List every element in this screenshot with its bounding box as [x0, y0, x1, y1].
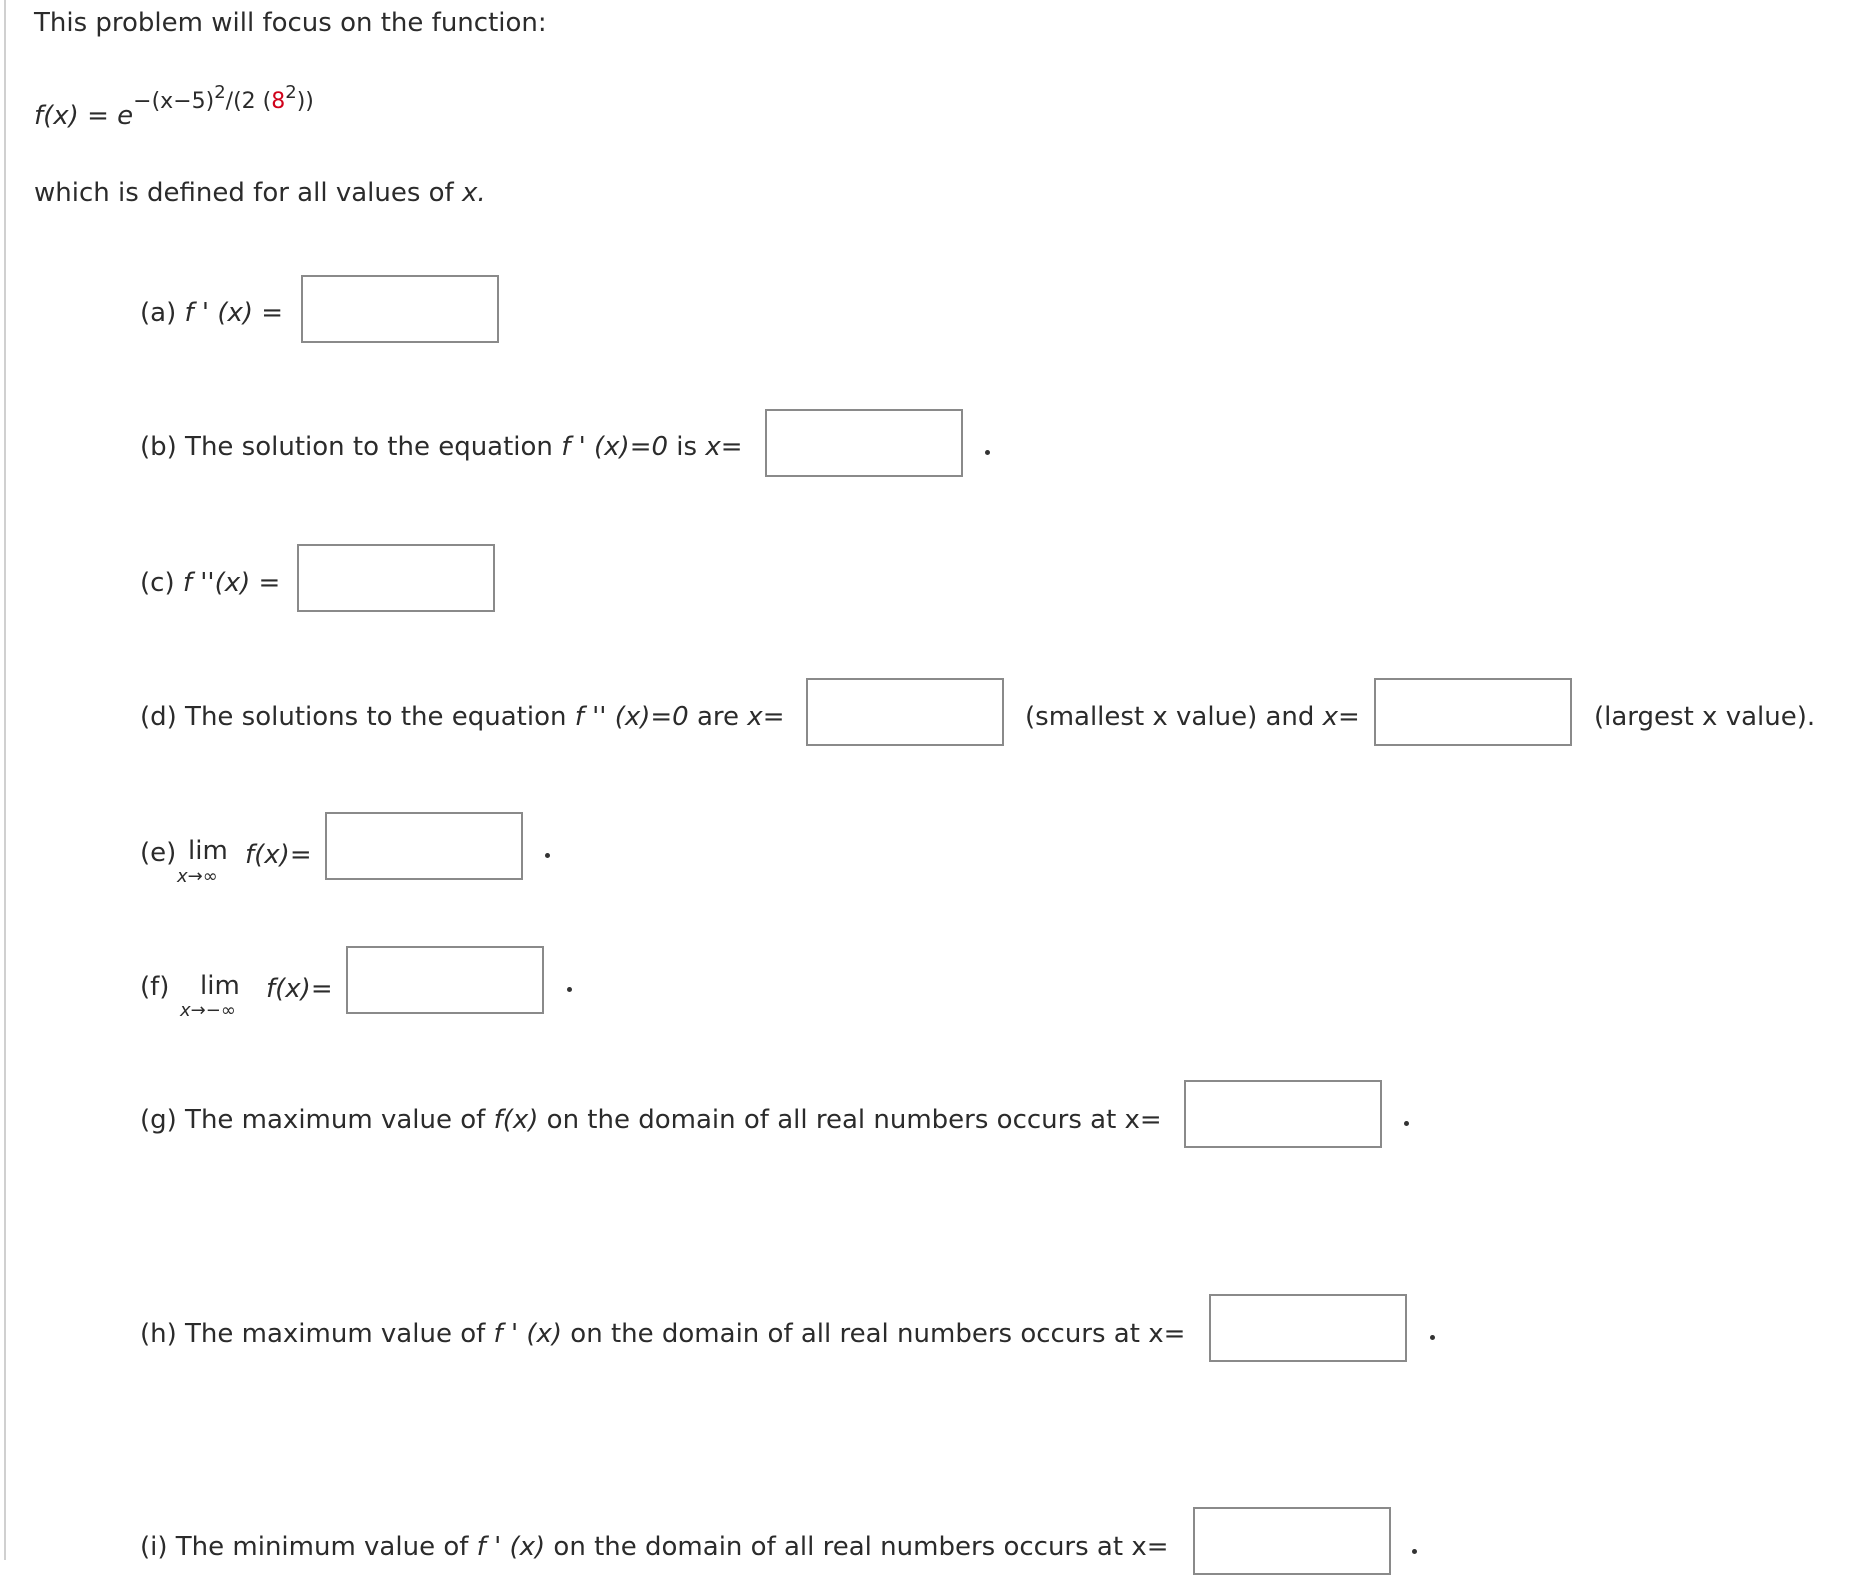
- part-b-after: is: [668, 432, 706, 462]
- part-g-expr: f(x): [493, 1105, 539, 1135]
- part-i-prefix: (i) The minimum value of: [140, 1532, 477, 1562]
- answer-f-input[interactable]: [346, 946, 544, 1014]
- exp-square: 2: [214, 82, 226, 103]
- sigma-square: 2: [285, 82, 297, 103]
- part-e-equals: =: [289, 840, 312, 870]
- answer-a-input[interactable]: [301, 275, 499, 343]
- part-i-expr: f ' (x): [476, 1532, 546, 1562]
- part-a-label: [140, 300, 283, 326]
- sigma-value: 8: [271, 89, 286, 114]
- left-border: [4, 0, 6, 1560]
- domain-variable: x.: [461, 178, 486, 208]
- period-b: [985, 450, 990, 455]
- period-e: [545, 853, 550, 858]
- answer-d-largest-input[interactable]: [1374, 678, 1572, 746]
- function-lhs: f(x): [34, 101, 79, 131]
- part-e-expr-wrap: [245, 842, 312, 868]
- part-d-mid-text: (smallest x value) and: [1025, 702, 1323, 732]
- part-f-limit-subscript: x→−∞: [180, 1000, 236, 1021]
- period-g: [1404, 1121, 1409, 1126]
- answer-d-smallest-input[interactable]: [806, 678, 1004, 746]
- part-d-end: (largest x value).: [1594, 702, 1816, 732]
- part-a-prefix: (a): [140, 298, 185, 328]
- part-d-middle: [1025, 704, 1360, 730]
- part-b-equals: =: [720, 432, 743, 462]
- domain-text-main: which is defined for all values of: [34, 178, 462, 208]
- part-d-var: x: [747, 702, 763, 732]
- domain-text: [34, 180, 486, 206]
- part-d-after: are: [688, 702, 748, 732]
- function-base: e: [117, 101, 134, 131]
- part-d-prefix: (d) The solutions to the equation: [140, 702, 575, 732]
- part-b-expr: f ' (x)=0: [561, 432, 669, 462]
- part-f-equals: =: [310, 974, 333, 1004]
- part-f-expr-wrap: [266, 976, 333, 1002]
- answer-g-input[interactable]: [1184, 1080, 1382, 1148]
- part-b-var: x: [705, 432, 721, 462]
- part-f-prefix: (f): [140, 972, 170, 1002]
- part-e-lim: lim: [188, 836, 228, 866]
- exp-prefix: −(x−5): [133, 89, 215, 114]
- part-g-prefix: (g) The maximum value of: [140, 1105, 494, 1135]
- function-equals: =: [78, 101, 118, 131]
- answer-h-input[interactable]: [1209, 1294, 1407, 1362]
- part-h-after: on the domain of all real numbers occurs at x=: [562, 1319, 1186, 1349]
- part-c-equals: =: [250, 568, 281, 598]
- answer-i-input[interactable]: [1193, 1507, 1391, 1575]
- part-e-limit-subscript: x→∞: [177, 866, 218, 887]
- part-i-label: [140, 1534, 1169, 1560]
- period-i: [1412, 1549, 1417, 1554]
- period-f: [567, 987, 572, 992]
- part-d-equals: =: [762, 702, 785, 732]
- part-h-label: [140, 1321, 1185, 1347]
- intro-text: This problem will focus on the function:: [34, 8, 547, 38]
- part-b-label: [140, 434, 743, 460]
- part-h-prefix: (h) The maximum value of: [140, 1319, 494, 1349]
- part-a-expr: f ' (x): [184, 298, 253, 328]
- part-g-label: [140, 1107, 1162, 1133]
- exp-end: )): [296, 89, 314, 114]
- part-c-prefix: (c): [140, 568, 183, 598]
- part-g-after: on the domain of all real numbers occurs at x=: [538, 1105, 1162, 1135]
- part-f-lim: lim: [200, 971, 240, 1001]
- part-d-mid-var: x: [1322, 702, 1339, 732]
- part-c-label: [140, 570, 280, 596]
- part-d-expr: f '' (x)=0: [574, 702, 689, 732]
- part-a-equals: =: [253, 298, 284, 328]
- part-h-expr: f ' (x): [493, 1319, 563, 1349]
- answer-b-input[interactable]: [765, 409, 963, 477]
- part-d-mid-equals: =: [1338, 702, 1360, 732]
- part-e-prefix: (e): [140, 838, 177, 868]
- part-e-expr: f(x): [245, 840, 290, 870]
- function-definition: [34, 82, 314, 131]
- part-c-expr: f ''(x): [182, 568, 251, 598]
- function-exponent: [133, 82, 314, 114]
- answer-c-input[interactable]: [297, 544, 495, 612]
- exp-mid: /(2 (: [225, 89, 272, 114]
- period-h: [1430, 1335, 1435, 1340]
- part-d-label: [140, 704, 784, 730]
- part-b-prefix: (b) The solution to the equation: [140, 432, 562, 462]
- part-f-expr: f(x): [266, 974, 311, 1004]
- answer-e-input[interactable]: [325, 812, 523, 880]
- part-i-after: on the domain of all real numbers occurs at x=: [545, 1532, 1169, 1562]
